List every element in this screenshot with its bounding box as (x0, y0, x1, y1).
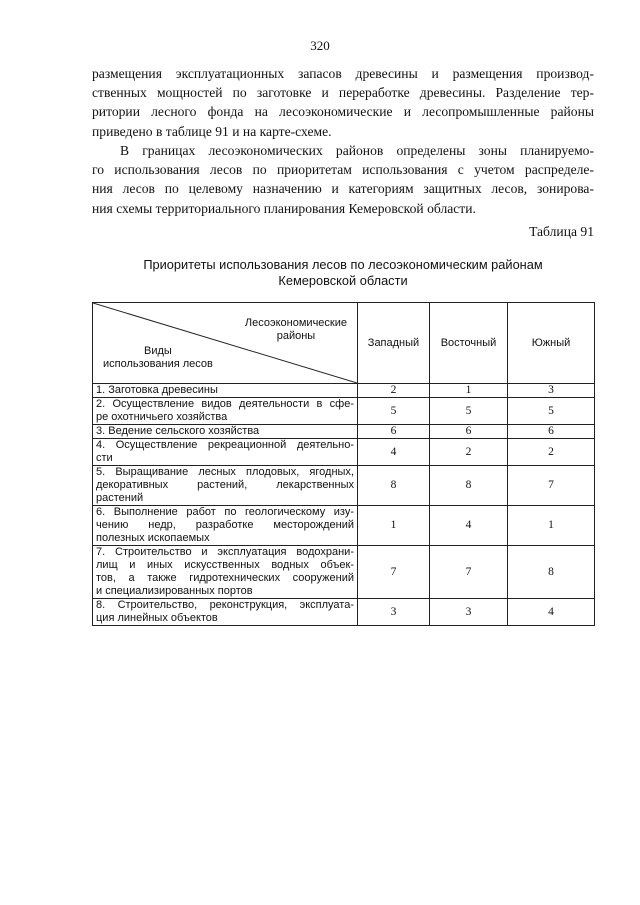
diagonal-header-cell (93, 303, 358, 384)
priority-value-cell: 5 (508, 398, 595, 425)
page-number: 320 (310, 38, 330, 53)
table-row (93, 506, 595, 546)
activity-cell (93, 384, 358, 398)
priority-value-cell: 5 (358, 398, 430, 425)
activity-line: 8. Строительство, реконструкция, эксплуата- (96, 599, 354, 611)
activity-cell (93, 439, 358, 466)
paragraph-line: ственных мощностей по заготовке и переработке древесины. Разделение тер- (92, 85, 594, 101)
table-row (93, 599, 595, 626)
table-row (93, 398, 595, 425)
activity-cell (93, 546, 358, 599)
activity-cell (93, 506, 358, 546)
activity-line: и специализированных портов (96, 585, 253, 597)
priority-value-cell: 6 (358, 425, 430, 439)
activity-line: 6. Выполнение работ по геологическому изу- (96, 506, 354, 518)
priority-value-cell: 7 (430, 546, 508, 599)
priority-value-cell: 8 (430, 466, 508, 506)
activity-line: 1. Заготовка древесины (96, 384, 218, 396)
table-body (93, 384, 595, 626)
priority-value-cell: 3 (430, 599, 508, 626)
priority-value-cell: 3 (358, 599, 430, 626)
activity-line: полезных ископаемых (96, 532, 210, 544)
activity-line: растений (96, 492, 144, 504)
activity-line: 7. Строительство и эксплуатация водохрани- (96, 546, 354, 558)
table-row (93, 425, 595, 439)
paragraph-line: В границах лесоэкономических районов определены зоны планируемо- (120, 143, 594, 158)
priority-value-cell: 5 (430, 398, 508, 425)
priority-value-cell: 4 (430, 506, 508, 546)
priorities-table (92, 302, 595, 626)
paragraph-line: ритории лесного фонда на лесоэкономические и лесопромышленные районы (92, 104, 594, 120)
priority-value-cell: 2 (358, 384, 430, 398)
activity-line: 3. Ведение сельского хозяйства (96, 425, 260, 437)
priority-value-cell: 6 (430, 425, 508, 439)
corner-districts-label: Лесоэкономические районы (244, 317, 347, 342)
activity-line: чению недр, разработке месторождений (96, 519, 354, 531)
table-title-line: Приоритеты использования лесов по лесоэкономическим районам (143, 257, 543, 272)
paragraph-2 (92, 141, 594, 218)
table-row (93, 439, 595, 466)
activity-line: 4. Осуществление рекреационной деятельно- (96, 439, 354, 451)
paragraph-line: приведено в таблице 91 и на карте-схеме. (92, 123, 332, 139)
priority-value-cell: 7 (508, 466, 595, 506)
activity-line: 2. Осуществление видов деятельности в сфе- (96, 398, 354, 410)
activity-cell (93, 425, 358, 439)
priority-value-cell: 1 (358, 506, 430, 546)
paragraph-1 (92, 64, 594, 141)
priority-value-cell: 3 (508, 384, 595, 398)
table-header-row (93, 303, 595, 384)
activity-cell (93, 466, 358, 506)
priority-value-cell: 2 (508, 439, 595, 466)
priority-value-cell: 6 (508, 425, 595, 439)
activity-line: тов, а также гидротехнических сооружений (96, 572, 354, 584)
column-header-east: Восточный (430, 303, 508, 384)
activity-line: лищ и иных искусственных водных объек- (96, 559, 354, 571)
activity-line: сти (96, 452, 113, 464)
activity-cell (93, 398, 358, 425)
table-row (93, 466, 595, 506)
priority-value-cell: 7 (358, 546, 430, 599)
activity-line: ция линейных объектов (96, 612, 218, 624)
priority-value-cell: 8 (358, 466, 430, 506)
priority-value-cell: 4 (358, 439, 430, 466)
activity-line: декоративных растений, лекарственных (96, 479, 354, 491)
paragraph-line: размещения эксплуатационных запасов древесины и размещения производ- (92, 66, 594, 81)
diagonal-line (93, 303, 357, 383)
table-row (93, 384, 595, 398)
activity-cell (93, 599, 358, 626)
table-row (93, 546, 595, 599)
paragraph-line: ния лесов по целевому назначению и категориям защитных лесов, зонирова- (92, 181, 594, 197)
paragraph-line: го использования лесов по приоритетам использования с учетом распределе- (92, 162, 594, 178)
corner-uses-label: Виды использования лесов (103, 345, 213, 370)
activity-line: 5. Выращивание лесных плодовых, ягодных, (96, 466, 354, 478)
table-label: Таблица 91 (529, 224, 594, 239)
priority-value-cell: 1 (430, 384, 508, 398)
priority-value-cell: 4 (508, 599, 595, 626)
activity-line: ре охотничьего хозяйства (96, 411, 228, 423)
paragraph-line: ния схемы территориального планирования Кемеровской области. (92, 200, 476, 216)
column-header-south: Южный (508, 303, 595, 384)
priority-value-cell: 2 (430, 439, 508, 466)
table-title (92, 257, 594, 289)
priority-value-cell: 8 (508, 546, 595, 599)
column-header-west: Западный (358, 303, 430, 384)
priority-value-cell: 1 (508, 506, 595, 546)
table-title-line: Кемеровской области (278, 273, 408, 288)
